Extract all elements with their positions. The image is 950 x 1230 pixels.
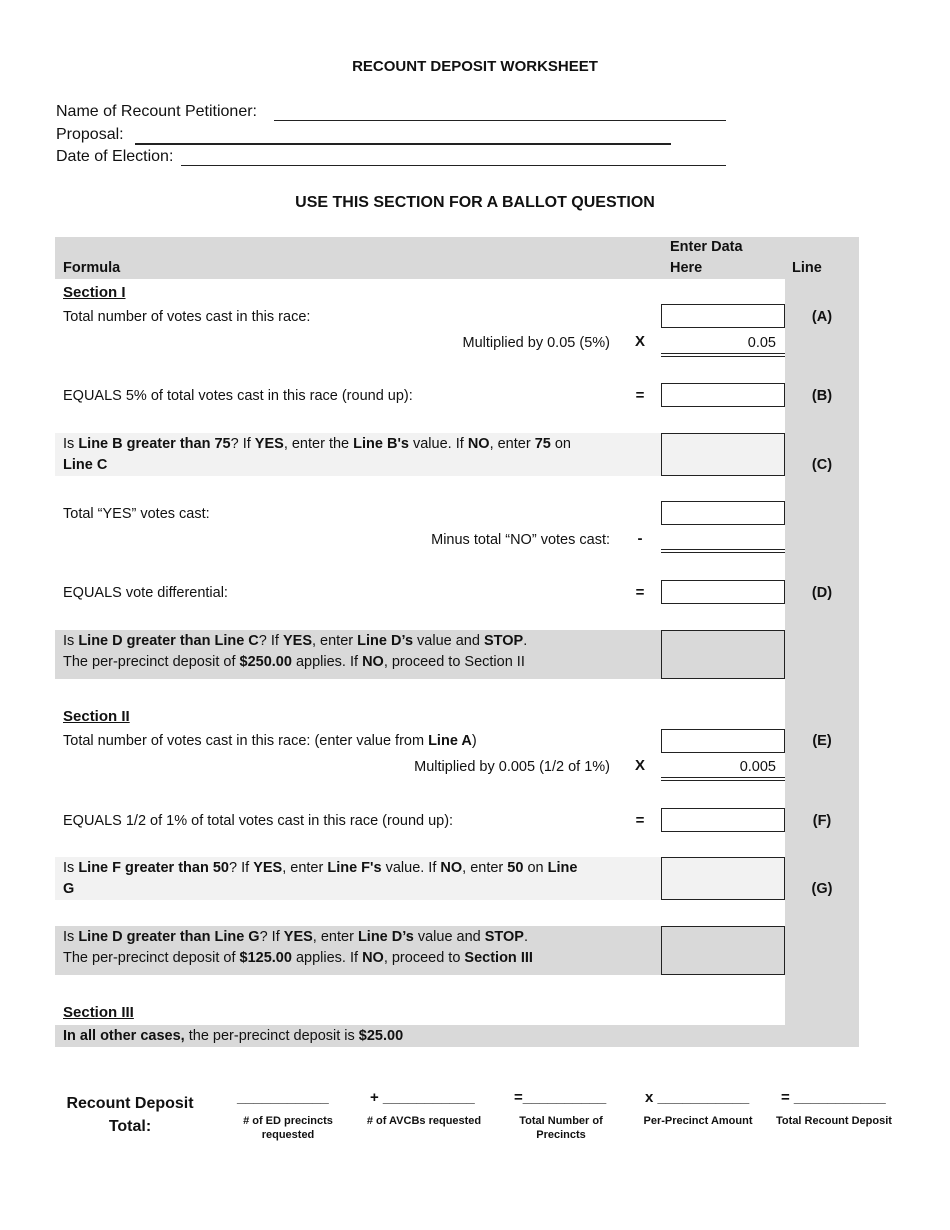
row-g-stop-line1: Is Line D greater than Line G? If YES, enter Line D’s value and STOP.	[63, 929, 529, 945]
ed-precincts-caption-2: requested	[261, 1129, 315, 1141]
multiplier-label: Multiplied by 0.05 (5%)	[462, 335, 610, 351]
line-header: Line	[792, 260, 822, 276]
multiply-operator: X	[634, 333, 645, 350]
line-g-id: (G)	[811, 881, 833, 897]
election-date-label: Date of Election:	[56, 148, 174, 165]
equals-operator-d: =	[635, 584, 645, 601]
line-e-id: (E)	[812, 733, 832, 749]
no-votes-input[interactable]	[661, 549, 785, 553]
line-b-id: (B)	[811, 388, 833, 404]
line-c-id: (C)	[811, 457, 833, 473]
row-b-label: EQUALS 5% of total votes cast in this race (round up):	[63, 388, 413, 404]
section1-heading: Section I	[63, 284, 126, 301]
line-d-stop-input[interactable]	[661, 630, 785, 679]
section2-heading: Section II	[63, 708, 130, 725]
multiplier-value: 0.05	[747, 335, 776, 351]
double-underline-2	[661, 777, 785, 781]
line-f-id: (F)	[812, 813, 832, 829]
row-g-label: Is Line F greater than 50? If YES, enter Line F's value. If NO, enter 50 on Line	[63, 860, 578, 876]
ed-precincts-field[interactable]: ___________	[237, 1089, 329, 1106]
row-c-label-2: Line C	[63, 457, 108, 473]
row-c-label: Is Line B greater than 75? If YES, enter the Line B's value. If NO, enter 75 on	[63, 436, 572, 452]
yes-votes-label: Total “YES” votes cast:	[63, 506, 210, 522]
multiplier-value-2: 0.005	[739, 759, 776, 775]
row-e-label: Total number of votes cast in this race: (enter value from Line A)	[63, 733, 477, 749]
row-a-label: Total number of votes cast in this race:	[63, 309, 311, 325]
yes-votes-input[interactable]	[661, 501, 785, 525]
ed-precincts-caption: # of ED precincts	[243, 1115, 333, 1127]
per-precinct-caption: Per-Precinct Amount	[643, 1115, 753, 1127]
line-b-input[interactable]	[661, 383, 785, 407]
row-d-label: EQUALS vote differential:	[63, 585, 228, 601]
line-a-id: (A)	[811, 309, 833, 325]
petitioner-field[interactable]	[274, 120, 726, 121]
proposal-label: Proposal:	[56, 126, 124, 143]
section3-text: In all other cases, the per-precinct deposit is $25.00	[63, 1028, 404, 1044]
avcbs-field[interactable]: + ___________	[370, 1089, 475, 1106]
row-d-stop-line2: The per-precinct deposit of $250.00 applies. If NO, proceed to Section II	[63, 654, 525, 670]
row-f-label: EQUALS 1/2 of 1% of total votes cast in this race (round up):	[63, 813, 454, 829]
minus-operator: -	[637, 530, 643, 547]
equals-operator-f: =	[635, 812, 645, 829]
election-date-field[interactable]	[181, 165, 726, 166]
petitioner-label: Name of Recount Petitioner:	[56, 103, 257, 120]
line-column-band	[785, 237, 859, 1047]
line-c-input[interactable]	[661, 433, 785, 476]
ballot-section-heading: USE THIS SECTION FOR A BALLOT QUESTION	[295, 194, 655, 211]
line-g-stop-input[interactable]	[661, 926, 785, 975]
line-d-input[interactable]	[661, 580, 785, 604]
total-deposit-caption: Total Recount Deposit	[776, 1115, 892, 1127]
line-e-input[interactable]	[661, 729, 785, 753]
total-precincts-field[interactable]: =__________	[514, 1089, 607, 1106]
line-g-input[interactable]	[661, 857, 785, 900]
total-precincts-caption-2: Precincts	[536, 1129, 586, 1141]
row-d-stop-line1: Is Line D greater than Line C? If YES, enter Line D’s value and STOP.	[63, 633, 528, 649]
per-precinct-field[interactable]: x ___________	[645, 1089, 750, 1106]
total-deposit-field[interactable]: = ___________	[781, 1089, 886, 1106]
no-votes-label: Minus total “NO” votes cast:	[431, 532, 610, 548]
multiplier-label-2: Multiplied by 0.005 (1/2 of 1%)	[414, 759, 610, 775]
equals-operator: =	[635, 387, 645, 404]
deposit-total-label-2: Total:	[108, 1118, 152, 1135]
enter-data-header: Enter Data	[670, 239, 743, 255]
formula-header: Formula	[63, 260, 121, 276]
deposit-total-label: Recount Deposit	[66, 1095, 194, 1112]
row-g-stop-line2: The per-precinct deposit of $125.00 applies. If NO, proceed to Section III	[63, 950, 533, 966]
avcbs-caption: # of AVCBs requested	[366, 1115, 482, 1127]
page-title: RECOUNT DEPOSIT WORKSHEET	[352, 58, 598, 75]
double-underline	[661, 353, 785, 357]
enter-data-header-2: Here	[670, 260, 703, 276]
section3-heading: Section III	[63, 1004, 134, 1021]
total-precincts-caption: Total Number of	[519, 1115, 603, 1127]
multiply-operator-2: X	[634, 757, 645, 774]
proposal-field[interactable]	[135, 143, 671, 145]
line-f-input[interactable]	[661, 808, 785, 832]
row-g-label-2: G	[63, 881, 75, 897]
line-a-input[interactable]	[661, 304, 785, 328]
line-d-id: (D)	[811, 585, 833, 601]
